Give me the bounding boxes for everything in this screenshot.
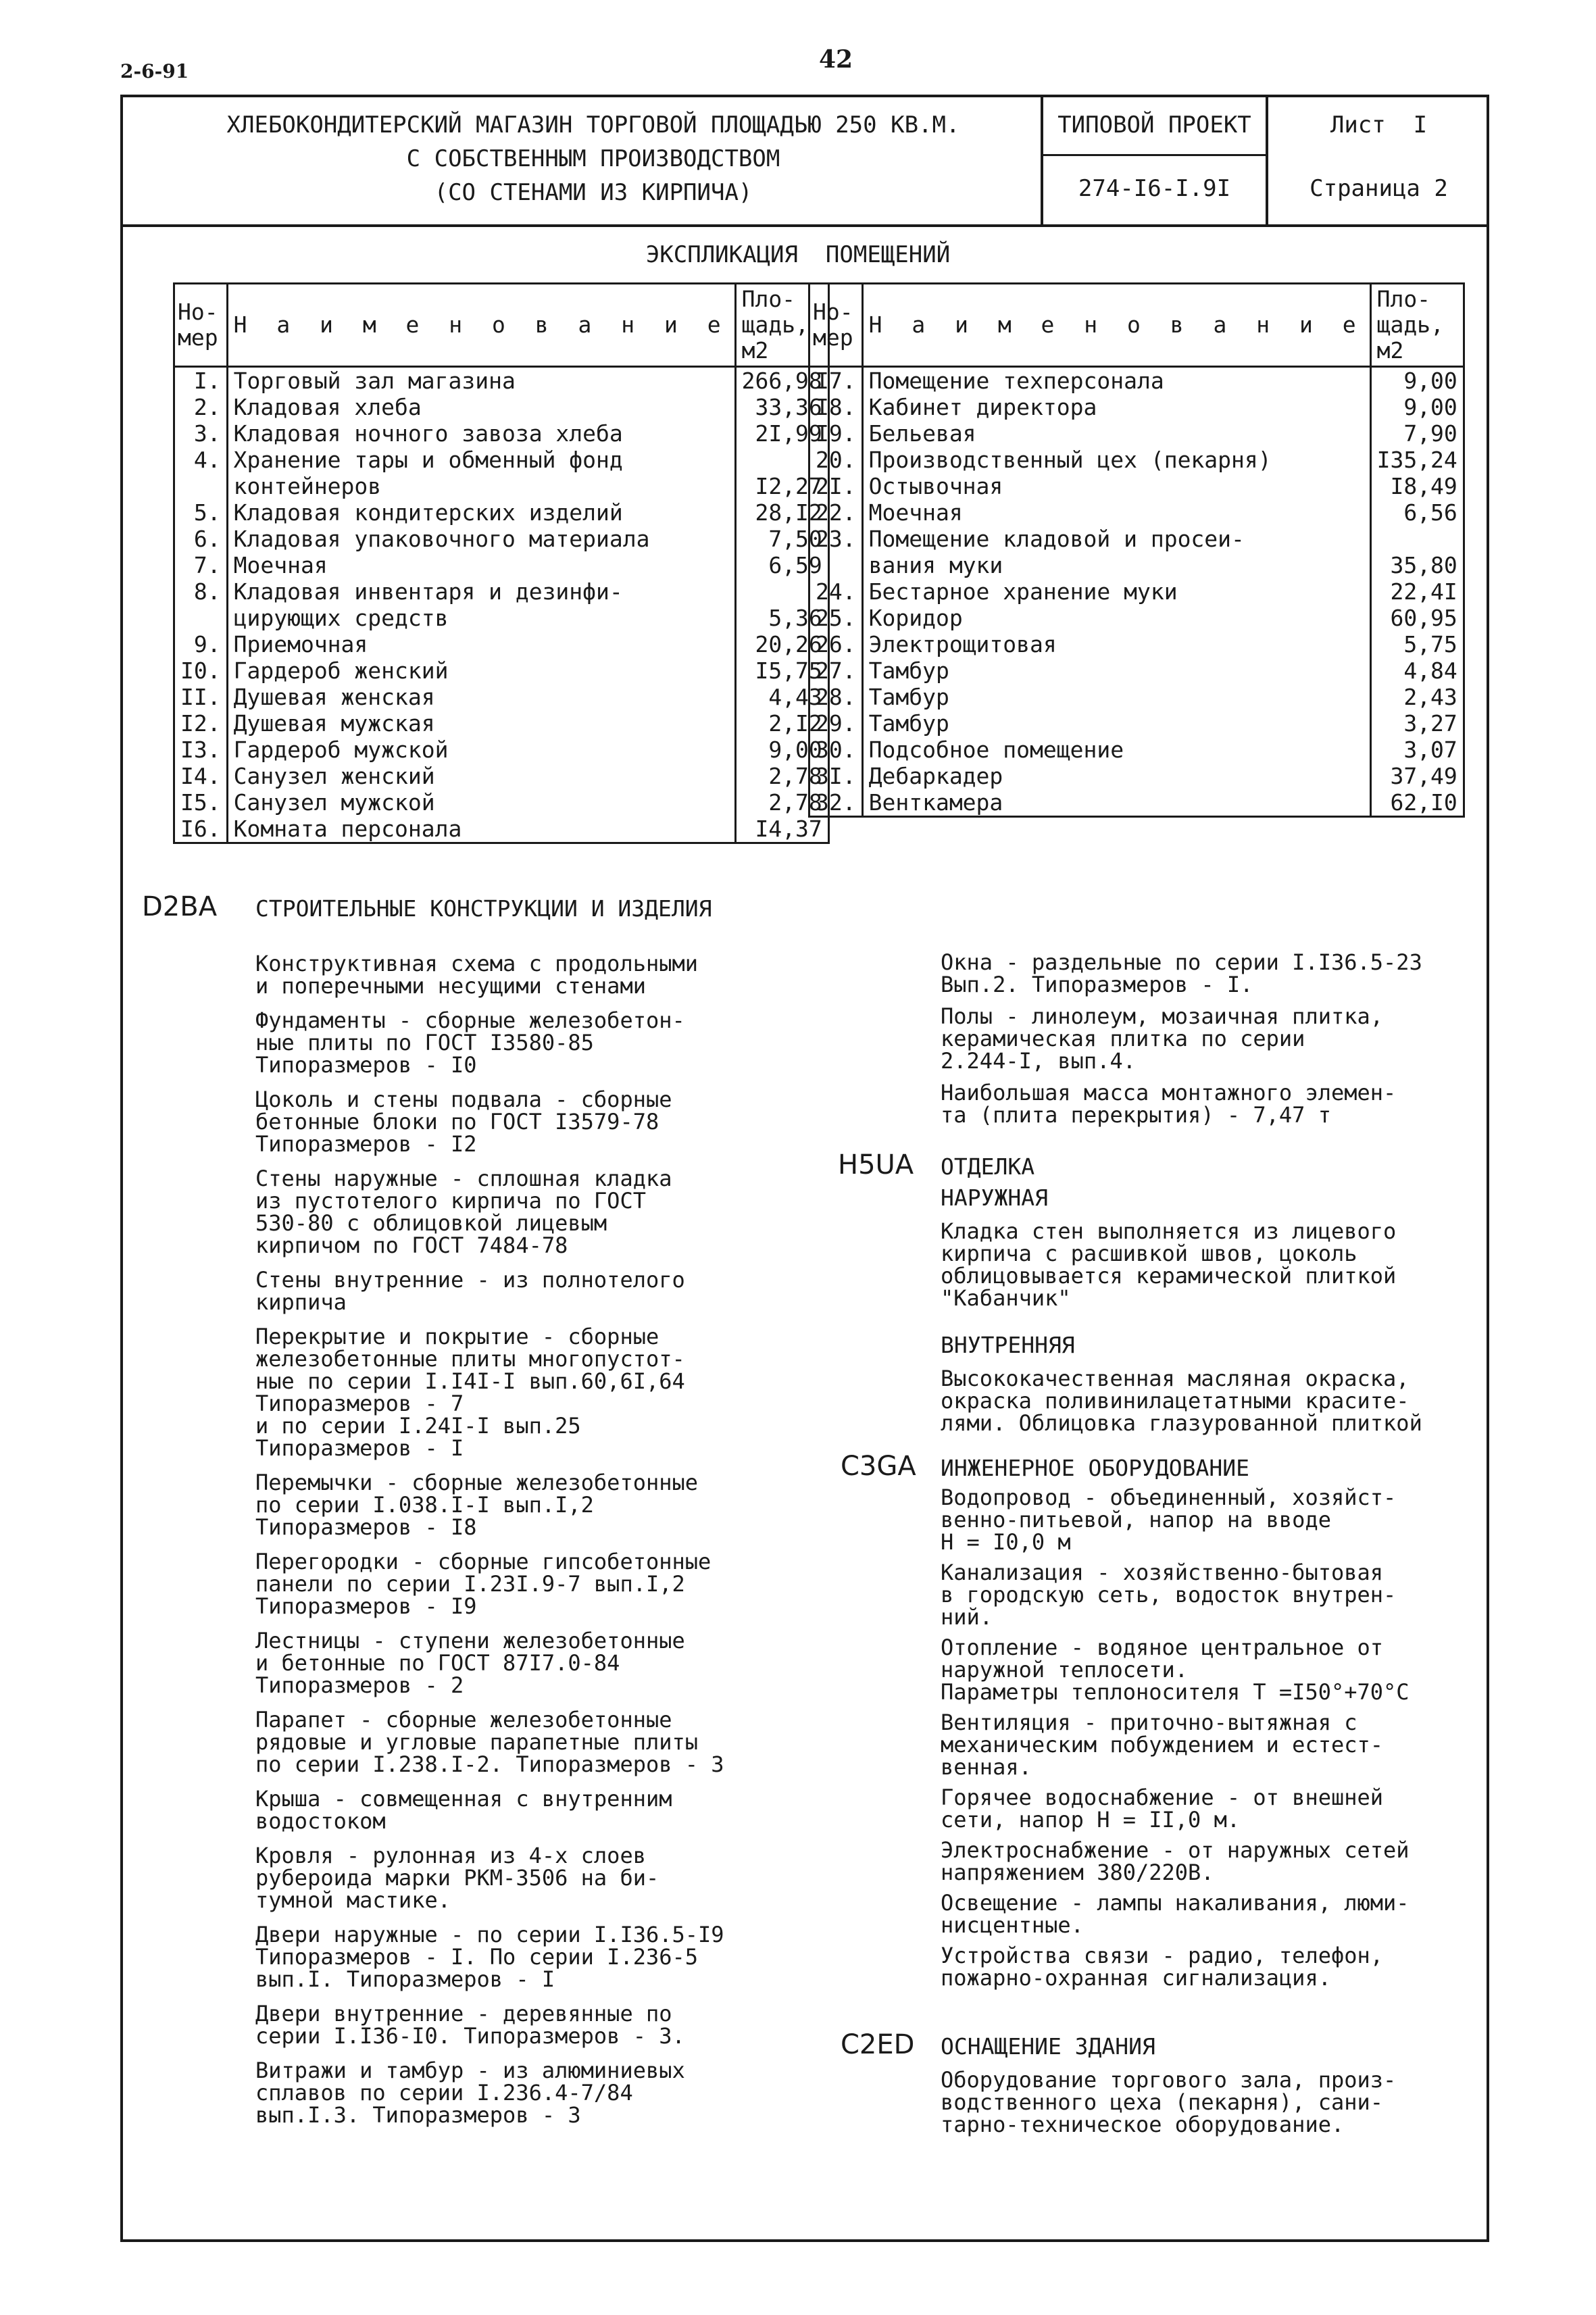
room-num: I7. (809, 367, 863, 395)
room-name: Торговый зал магазина (227, 367, 735, 395)
table-row (174, 710, 829, 737)
room-name: Производственный цех (пекарня) (862, 447, 1370, 473)
room-num: 32. (809, 789, 863, 817)
room-num: 26. (809, 631, 863, 657)
room-num: I8. (809, 394, 863, 420)
room-name: Кладовая инвентаря и дезинфи- цирующих средств (227, 578, 735, 631)
section-code-constructions: D2BA (142, 891, 218, 922)
room-area: 6,56 (1370, 499, 1464, 526)
room-area: 9,00 (1370, 394, 1464, 420)
room-name: Кладовая ночного завоза хлеба (227, 420, 735, 447)
room-name: Остывочная (862, 473, 1370, 499)
table-row (809, 710, 1464, 737)
room-area: I2,27 (735, 447, 828, 499)
spec-paragraph: Цоколь и стены подвала - сборные бетонные блоки по ГОСТ I3579-78 Типоразмеров - I2 (255, 1087, 672, 1157)
project-number: 274-I6-I.9I (1078, 175, 1231, 202)
spec-paragraph: Наибольшая масса монтажного элемен- та (плита перекрытия) - 7,47 т (941, 1080, 1397, 1128)
project-label: ТИПОВОЙ ПРОЕКТ (1057, 111, 1251, 139)
room-name: Гардероб мужской (227, 737, 735, 763)
col-area-header: Пло- щадь, м2 (735, 284, 828, 367)
room-name: Кладовая кондитерских изделий (227, 499, 735, 526)
table-row (174, 499, 829, 526)
room-num: I0. (174, 657, 228, 684)
room-name: Венткамера (862, 789, 1370, 817)
room-name: Кладовая упаковочного материала (227, 526, 735, 552)
room-area: 3,07 (1370, 737, 1464, 763)
room-name: Комната персонала (227, 816, 735, 843)
finishing-outer-text: Кладка стен выполняется из лицевого кирпича с расшивкой швов, цоколь облицовывается керамической плиткой "Кабанчик" (941, 1218, 1397, 1311)
room-num: 20. (809, 447, 863, 473)
table-row (174, 578, 829, 631)
room-num: 25. (809, 605, 863, 631)
spec-paragraph: Витражи и тамбур - из алюминиевых сплавов по серии I.236.4-7/84 вып.I.3. Типоразмеров - 3 (255, 2058, 685, 2128)
table-row (174, 737, 829, 763)
room-area: 2,I2 (735, 710, 828, 737)
col-num-header: Но- мер (174, 284, 228, 367)
room-area: 7,90 (1370, 420, 1464, 447)
room-num: 23. (809, 526, 863, 578)
room-area: 4,43 (735, 684, 828, 710)
room-num: I6. (174, 816, 228, 843)
room-num: 8. (174, 578, 228, 631)
room-num: 5. (174, 499, 228, 526)
section-title-finishing: ОТДЕЛКА (941, 1153, 1035, 1180)
spec-paragraph: Канализация - хозяйственно-бытовая в городскую сеть, водосток внутрен- ний. (941, 1560, 1397, 1630)
table-row (809, 684, 1464, 710)
table-row (809, 499, 1464, 526)
spec-paragraph: Конструктивная схема с продольными и поперечными несущими стенами (255, 951, 699, 999)
room-num: 2I. (809, 473, 863, 499)
title-line-1: ХЛЕБОКОНДИТЕРСКИЙ МАГАЗИН ТОРГОВОЙ ПЛОЩАДЬЮ 250 КВ.М. (226, 111, 960, 139)
room-area: 2,78 (735, 789, 828, 816)
room-name: Тамбур (862, 684, 1370, 710)
room-num: I3. (174, 737, 228, 763)
page-label: Страница 2 (1310, 175, 1448, 202)
table-row (174, 789, 829, 816)
room-area: 2I,99 (735, 420, 828, 447)
room-name: Санузел женский (227, 763, 735, 789)
table-row (809, 737, 1464, 763)
table-row (809, 473, 1464, 499)
room-area: 5,75 (1370, 631, 1464, 657)
table-row (809, 420, 1464, 447)
spec-paragraph: Вентиляция - приточно-вытяжная с механическим побуждением и естест- венная. (941, 1710, 1384, 1780)
room-name: Подсобное помещение (862, 737, 1370, 763)
room-name: Бестарное хранение муки (862, 578, 1370, 605)
room-area: 6,59 (735, 552, 828, 578)
table-row (809, 394, 1464, 420)
room-name: Помещение техперсонала (862, 367, 1370, 395)
room-area: 20,26 (735, 631, 828, 657)
page-number: 42 (819, 45, 853, 74)
room-area: I4,37 (735, 816, 828, 843)
room-area: 9,00 (1370, 367, 1464, 395)
table-row (809, 763, 1464, 789)
room-num: 6. (174, 526, 228, 552)
finishing-inner-text: Высококачественная масляная окраска, окраска поливинилацетатными красите- лями. Облицовка глазурованной плиткой (941, 1366, 1422, 1436)
spec-paragraph: Отопление - водяное центральное от наружной теплосети. Параметры теплоносителя Т =I50°+70°С (941, 1635, 1410, 1705)
spec-paragraph: Перегородки - сборные гипсобетонные панели по серии I.23I.9-7 вып.I,2 Типоразмеров - I9 (255, 1549, 712, 1619)
room-area: 266,98 (735, 367, 828, 395)
spec-paragraph: Устройства связи - радио, телефон, пожарно-охранная сигнализация. (941, 1943, 1384, 1991)
spec-paragraph: Перекрытие и покрытие - сборные железобетонные плиты многопустот- ные по серии I.I4I-I вып.60,6I,64 Типоразмеров - 7 и по серии I.24I-I вып.25 Типоразмеров - I (255, 1324, 685, 1461)
section-title-equipment: ОСНАЩЕНИЕ ЗДАНИЯ (941, 2033, 1155, 2060)
room-name: Дебаркадер (862, 763, 1370, 789)
room-name: Бельевая (862, 420, 1370, 447)
table-row (174, 367, 829, 395)
table-row (174, 420, 829, 447)
spec-paragraph: Освещение - лампы накаливания, люми- нисцентные. (941, 1890, 1410, 1938)
table-row (174, 552, 829, 578)
room-name: Моечная (227, 552, 735, 578)
spec-paragraph: Электроснабжение - от наружных сетей напряжением 380/220В. (941, 1837, 1410, 1885)
spec-paragraph: Парапет - сборные железобетонные рядовые и угловые парапетные плиты по серии I.238.I-2. Типоразмеров - 3 (255, 1707, 724, 1777)
table-row (809, 657, 1464, 684)
room-name: Тамбур (862, 657, 1370, 684)
room-name: Моечная (862, 499, 1370, 526)
room-num: 28. (809, 684, 863, 710)
col-name-header: Н а и м е н о в а н и е (862, 284, 1370, 367)
spec-paragraph: Окна - раздельные по серии I.I36.5-23 Вып.2. Типоразмеров - I. (941, 949, 1422, 997)
table-row (809, 631, 1464, 657)
room-area: 62,I0 (1370, 789, 1464, 817)
room-num: 3. (174, 420, 228, 447)
room-name: Коридор (862, 605, 1370, 631)
table-row (174, 526, 829, 552)
room-num: 2. (174, 394, 228, 420)
room-name: Гардероб женский (227, 657, 735, 684)
room-num: 4. (174, 447, 228, 499)
room-num: I. (174, 367, 228, 395)
spec-paragraph: Лестницы - ступени железобетонные и бетонные по ГОСТ 87I7.0-84 Типоразмеров - 2 (255, 1628, 685, 1698)
room-area: 37,49 (1370, 763, 1464, 789)
room-num: I5. (174, 789, 228, 816)
spec-paragraph: Горячее водоснабжение - от внешней сети, напор Н = II,0 м. (941, 1785, 1384, 1833)
col-name-header: Н а и м е н о в а н и е (227, 284, 735, 367)
spec-paragraph: Полы - линолеум, мозаичная плитка, керамическая плитка по серии 2.244-I, вып.4. (941, 1003, 1384, 1074)
table-row (809, 367, 1464, 395)
col-num-header: Но- мер (809, 284, 863, 367)
room-num: II. (174, 684, 228, 710)
room-num: 7. (174, 552, 228, 578)
equipment-text: Оборудование торгового зала, произ- водственного цеха (пекарня), сани- тарно-техническое оборудование. (941, 2067, 1397, 2137)
explication-table-right (808, 282, 1465, 818)
spec-paragraph: Кровля - рулонная из 4-х слоев рубероида марки РКМ-3506 на би- тумной мастике. (255, 1843, 659, 1913)
table-row (174, 657, 829, 684)
spec-paragraph: Водопровод - объединенный, хозяйст- венно-питьевой, напор на вводе Н = I0,0 м (941, 1485, 1397, 1555)
room-num: I4. (174, 763, 228, 789)
room-name: Тамбур (862, 710, 1370, 737)
table-row (174, 684, 829, 710)
table-row (174, 447, 829, 499)
col-area-header: Пло- щадь, м2 (1370, 284, 1464, 367)
section-code-finishing: H5UA (838, 1149, 914, 1180)
room-area: I8,49 (1370, 473, 1464, 499)
spec-paragraph: Крыша - совмещенная с внутренним водостоком (255, 1786, 672, 1834)
room-num: I2. (174, 710, 228, 737)
explication-table-left (173, 282, 830, 844)
room-area: I5,75 (735, 657, 828, 684)
spec-paragraph: Стены внутренние - из полнотелого кирпича (255, 1267, 685, 1315)
room-name: Душевая женская (227, 684, 735, 710)
table-row (174, 763, 829, 789)
room-num: 30. (809, 737, 863, 763)
room-area: 60,95 (1370, 605, 1464, 631)
room-area: 2,78 (735, 763, 828, 789)
table-row (174, 394, 829, 420)
room-name: Электрощитовая (862, 631, 1370, 657)
room-name: Приемочная (227, 631, 735, 657)
room-num: 3I. (809, 763, 863, 789)
table-row (809, 447, 1464, 473)
finishing-inner-title: ВНУТРЕННЯЯ (941, 1332, 1075, 1358)
table-row (174, 816, 829, 843)
spec-paragraph: Стены наружные - сплошная кладка из пустотелого кирпича по ГОСТ 530-80 с облицовкой лицевым кирпичом по ГОСТ 7484-78 (255, 1166, 672, 1258)
spec-paragraph: Перемычки - сборные железобетонные по серии I.038.I-I вып.I,2 Типоразмеров - I8 (255, 1470, 699, 1540)
room-num: 22. (809, 499, 863, 526)
table-row (174, 631, 829, 657)
room-area: 22,4I (1370, 578, 1464, 605)
room-area: 5,36 (735, 578, 828, 631)
room-num: 27. (809, 657, 863, 684)
spec-paragraph: Фундаменты - сборные железобетон- ные плиты по ГОСТ I3580-85 Типоразмеров - I0 (255, 1007, 685, 1078)
sheet-label: Лист I (1330, 111, 1428, 139)
spec-paragraph: Двери внутренние - деревянные по серии I.I36-I0. Типоразмеров - 3. (255, 2001, 685, 2049)
room-area: 9,00 (735, 737, 828, 763)
room-area: 4,84 (1370, 657, 1464, 684)
title-line-2: С СОБСТВЕННЫМ ПРОИЗВОДСТВОМ (406, 145, 780, 172)
room-area: 2,43 (1370, 684, 1464, 710)
table-row (809, 578, 1464, 605)
table-row (809, 605, 1464, 631)
room-area: I35,24 (1370, 447, 1464, 473)
spec-paragraph: Двери наружные - по серии I.I36.5-I9 Типоразмеров - I. По серии I.236-5 вып.I. Типоразмеров - I (255, 1922, 724, 1992)
room-num: I9. (809, 420, 863, 447)
section-code-equipment: C2ED (841, 2029, 915, 2060)
room-num: 29. (809, 710, 863, 737)
explication-title: ЭКСПЛИКАЦИЯ ПОМЕЩЕНИЙ (645, 241, 951, 268)
room-area: 28,I2 (735, 499, 828, 526)
room-area: 33,36 (735, 394, 828, 420)
room-name: Кабинет директора (862, 394, 1370, 420)
room-area: 3,27 (1370, 710, 1464, 737)
title-line-3: (СО СТЕНАМИ ИЗ КИРПИЧА) (434, 179, 753, 206)
corner-code: 2-6-91 (120, 60, 189, 82)
table-row (809, 526, 1464, 578)
room-name: Душевая мужская (227, 710, 735, 737)
section-title-constructions: СТРОИТЕЛЬНЫЕ КОНСТРУКЦИИ И ИЗДЕЛИЯ (255, 895, 712, 922)
title-block (120, 95, 1489, 227)
room-name: Помещение кладовой и просеи- вания муки (862, 526, 1370, 578)
room-name: Хранение тары и обменный фонд контейнеров (227, 447, 735, 499)
room-name: Санузел мужской (227, 789, 735, 816)
room-name: Кладовая хлеба (227, 394, 735, 420)
section-code-engineering: C3GA (841, 1451, 916, 1482)
finishing-outer-title: НАРУЖНАЯ (941, 1185, 1048, 1211)
room-area: 7,50 (735, 526, 828, 552)
room-area: 35,80 (1370, 526, 1464, 578)
room-num: 9. (174, 631, 228, 657)
table-row (809, 789, 1464, 817)
section-title-engineering: ИНЖЕНЕРНОЕ ОБОРУДОВАНИЕ (941, 1455, 1249, 1481)
room-num: 24. (809, 578, 863, 605)
